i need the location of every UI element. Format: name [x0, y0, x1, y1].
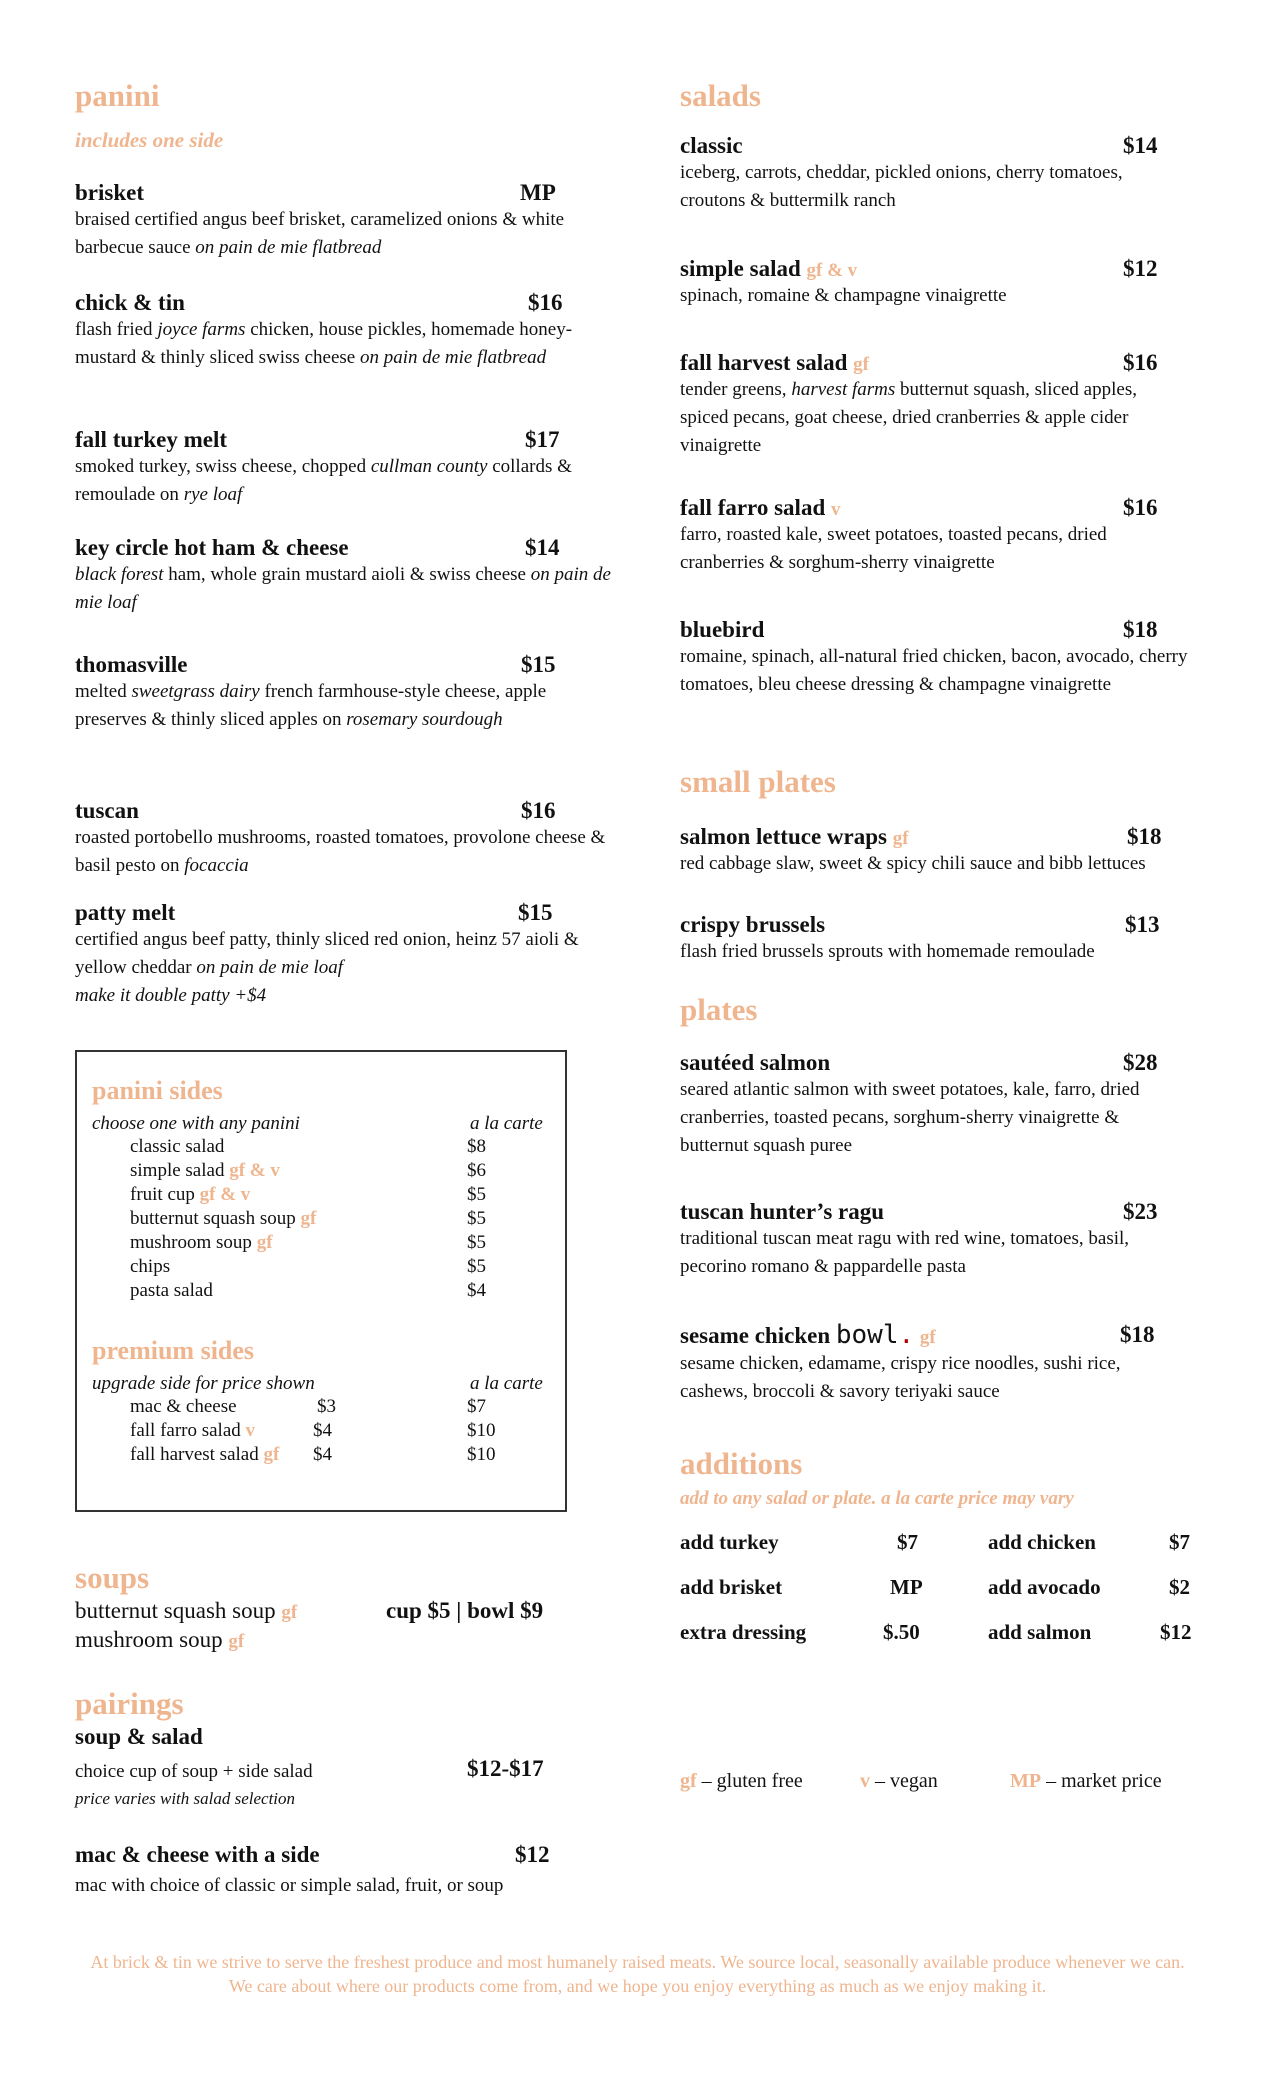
item-name: patty melt [75, 900, 176, 925]
side-item: fruit cup gf & v [130, 1184, 251, 1205]
premium-side-item: fall harvest salad gf [130, 1444, 280, 1465]
item-name: fall turkey melt [75, 427, 228, 452]
premium-side-item: mac & cheese [130, 1396, 237, 1417]
item-name: classic [680, 133, 743, 158]
section-title-salads: salads [680, 78, 761, 113]
item-name: sesame chicken bowl. gf [680, 1320, 936, 1350]
menu-item [680, 617, 1190, 699]
bowl-logo: bowl. [835, 1320, 915, 1350]
panini-sides-subtitle: choose one with any panini [92, 1113, 300, 1134]
item-desc: braised certified angus beef brisket, caramelized onions & white barbecue sauce on pain de mie flatbread [75, 209, 565, 258]
menu-item [680, 912, 1200, 966]
menu-item [680, 1320, 1190, 1406]
item-price: $14 [525, 535, 560, 560]
menu-item [75, 652, 615, 734]
item-name: bluebird [680, 617, 765, 642]
premium-side-item: fall farro salad v [130, 1420, 256, 1441]
addition-name: add turkey [680, 1530, 779, 1554]
menu-item [75, 535, 615, 617]
item-name: fall harvest salad gf [680, 350, 869, 375]
item-price: $16 [528, 290, 563, 315]
diet-tag: gf [892, 828, 909, 849]
diet-tag: v [245, 1420, 256, 1441]
pairing-price: $12-$17 [467, 1756, 544, 1781]
diet-tag: gf [228, 1631, 245, 1652]
addition-name: add avocado [988, 1575, 1101, 1599]
side-price: $10 [467, 1420, 496, 1441]
diet-tag: gf [281, 1602, 298, 1623]
item-desc: flash fried brussels sprouts with homemade remoulade [680, 941, 1095, 962]
addition-price: $.50 [883, 1620, 920, 1644]
addition-name: add chicken [988, 1530, 1096, 1554]
menu-item [75, 427, 615, 509]
item-price: $13 [1125, 912, 1160, 937]
side-item: butternut squash soup gf [130, 1208, 317, 1229]
item-name: tuscan [75, 798, 139, 823]
side-price: $5 [467, 1232, 486, 1253]
diet-tag: gf [919, 1327, 936, 1348]
addition-name: extra dressing [680, 1620, 807, 1644]
item-desc: romaine, spinach, all-natural fried chicken, bacon, avocado, cherry tomatoes, bleu cheese dressing & champagne vinaigrette [680, 646, 1188, 695]
side-item: simple salad gf & v [130, 1160, 280, 1181]
item-desc: melted sweetgrass dairy french farmhouse-style cheese, apple preserves & thinly sliced apples on rosemary sourdough [75, 681, 547, 730]
item-name: simple salad gf & v [680, 256, 858, 281]
item-name: salmon lettuce wraps gf [680, 824, 909, 849]
pairing-price: $12 [515, 1842, 550, 1867]
menu-item [75, 290, 615, 372]
premium-sides-subtitle: upgrade side for price shown [92, 1373, 315, 1394]
item-name: brisket [75, 180, 144, 205]
pairing-note: price varies with salad selection [75, 1789, 296, 1808]
item-desc: black forest ham, whole grain mustard aioli & swiss cheese on pain de mie loaf [75, 564, 611, 613]
item-name: thomasville [75, 652, 188, 677]
section-title-plates: plates [680, 992, 758, 1027]
pairing-line: mac with choice of classic or simple salad, fruit, or soup [75, 1875, 504, 1896]
side-item: mushroom soup gf [130, 1232, 273, 1253]
item-name: tuscan hunter’s ragu [680, 1199, 885, 1224]
menu-item [680, 256, 1190, 310]
addition-name: add salmon [988, 1620, 1092, 1644]
upgrade-price: $3 [317, 1396, 336, 1417]
diet-tag: gf [263, 1444, 280, 1465]
diet-tag: v [830, 499, 841, 520]
footer-statement: At brick & tin we strive to serve the freshest produce and most humanely raised meats. We source local, seasonally available produce whenever we can. We care about where our products come from, and we hope you enjoy everything as much as we enjoy making it. [90, 1952, 1185, 1996]
side-item: chips [130, 1256, 171, 1277]
addition-price: $12 [1160, 1620, 1192, 1644]
legend-item: MP – market price [1010, 1770, 1162, 1792]
soup-price: cup $5 | bowl $9 [386, 1598, 544, 1623]
diet-tag: gf & v [199, 1184, 251, 1205]
addition-name: add brisket [680, 1575, 783, 1599]
item-price: $14 [1123, 133, 1158, 158]
menu-item [75, 180, 615, 262]
addition-price: MP [890, 1575, 923, 1599]
side-price: $8 [467, 1136, 486, 1157]
side-price: $5 [467, 1256, 486, 1277]
item-price: $23 [1123, 1199, 1158, 1224]
section-title-small-plates: small plates [680, 764, 836, 799]
side-price: $6 [467, 1160, 486, 1181]
diet-tag: gf [853, 354, 869, 375]
side-price: $7 [467, 1396, 486, 1417]
panini-subtitle: includes one side [75, 128, 224, 152]
side-price: $4 [467, 1280, 486, 1301]
upgrade-price: $4 [313, 1444, 332, 1465]
pairing-name: soup & salad [75, 1724, 203, 1749]
item-desc: certified angus beef patty, thinly sliced red onion, heinz 57 aioli & yellow cheddar on pain de mie loaf [75, 929, 579, 978]
sides-box [75, 1050, 567, 1512]
panini-sides-title: panini sides [92, 1076, 223, 1105]
item-desc: seared atlantic salmon with sweet potatoes, kale, farro, dried cranberries, toasted pecans, sorghum-sherry vinaigrette & butternut squash puree [680, 1079, 1140, 1156]
item-desc: roasted portobello mushrooms, roasted tomatoes, provolone cheese & basil pesto on focaccia [75, 827, 606, 876]
item-price: $16 [521, 798, 556, 823]
item-price: $18 [1123, 617, 1158, 642]
section-title-additions: additions [680, 1446, 803, 1481]
addition-price: $7 [1169, 1530, 1190, 1554]
section-title-soups: soups [75, 1560, 150, 1595]
section-title-pairings: pairings [75, 1686, 184, 1721]
addition-price: $2 [1169, 1575, 1190, 1599]
item-desc: flash fried joyce farms chicken, house pickles, homemade honey-mustard & thinly sliced swiss cheese on pain de mie flatbread [75, 319, 573, 368]
item-name: key circle hot ham & cheese [75, 535, 349, 560]
item-name: fall farro salad v [680, 495, 841, 520]
pairing-name: mac & cheese with a side [75, 1842, 320, 1867]
item-price: $17 [525, 427, 560, 452]
menu-item [680, 495, 1190, 577]
additions-grid [680, 1530, 1210, 1650]
item-price: $18 [1127, 824, 1162, 849]
diet-tag: gf [300, 1208, 317, 1229]
legend-item: v – vegan [860, 1770, 938, 1792]
upgrade-price: $4 [313, 1420, 332, 1441]
item-price: $18 [1120, 1322, 1155, 1347]
item-price: $15 [518, 900, 553, 925]
item-desc: spinach, romaine & champagne vinaigrette [680, 285, 1007, 306]
premium-sides-title: premium sides [92, 1336, 255, 1365]
item-name: sautéed salmon [680, 1050, 831, 1075]
item-desc: smoked turkey, swiss cheese, chopped cullman county collards & remoulade on rye loaf [75, 456, 572, 505]
menu-item [680, 1199, 1190, 1281]
pairing-line: choice cup of soup + side salad [75, 1761, 313, 1782]
addition-price: $7 [897, 1530, 918, 1554]
item-desc: red cabbage slaw, sweet & spicy chili sauce and bibb lettuces [680, 853, 1146, 874]
item-price: MP [520, 180, 556, 205]
side-item: pasta salad [130, 1280, 213, 1301]
diet-tag: gf & v [229, 1160, 280, 1181]
item-price: $12 [1123, 256, 1158, 281]
soup-item: mushroom soup gf [75, 1627, 245, 1652]
diet-tag: gf [256, 1232, 273, 1253]
item-name: chick & tin [75, 290, 185, 315]
menu-item [680, 133, 1190, 215]
soup-item: butternut squash soup gf [75, 1598, 298, 1623]
menu-item [75, 798, 615, 880]
menu-item [75, 900, 615, 1010]
section-title-panini: panini [75, 78, 160, 113]
menu-item [680, 350, 1190, 460]
item-desc: tender greens, harvest farms butternut squash, sliced apples, spiced pecans, goat cheese, dried cranberries & apple cider vinaigrette [680, 379, 1137, 456]
diet-tag: gf & v [806, 260, 858, 281]
side-price: $5 [467, 1184, 486, 1205]
menu-item [680, 1050, 1190, 1160]
side-item: classic salad [130, 1136, 225, 1157]
side-price: $5 [467, 1208, 486, 1229]
panini-sides-col-label: a la carte [470, 1113, 543, 1134]
item-desc: farro, roasted kale, sweet potatoes, toasted pecans, dried cranberries & sorghum-sherry vinaigrette [680, 524, 1107, 573]
item-extra: make it double patty +$4 [75, 985, 267, 1006]
item-desc: iceberg, carrots, cheddar, pickled onions, cherry tomatoes, croutons & buttermilk ranch [680, 162, 1123, 211]
additions-subtitle: add to any salad or plate. a la carte price may vary [680, 1488, 1074, 1509]
menu-item [680, 824, 1200, 878]
item-price: $28 [1123, 1050, 1158, 1075]
item-name: crispy brussels [680, 912, 826, 937]
item-desc: traditional tuscan meat ragu with red wine, tomatoes, basil, pecorino romano & pappardelle pasta [680, 1228, 1130, 1277]
item-price: $16 [1123, 495, 1158, 520]
premium-sides-col-label: a la carte [470, 1373, 543, 1394]
item-price: $16 [1123, 350, 1158, 375]
legend-item: gf – gluten free [680, 1770, 803, 1792]
item-desc: sesame chicken, edamame, crispy rice noodles, sushi rice, cashews, broccoli & savory teriyaki sauce [680, 1353, 1121, 1402]
side-price: $10 [467, 1444, 496, 1465]
item-price: $15 [521, 652, 556, 677]
